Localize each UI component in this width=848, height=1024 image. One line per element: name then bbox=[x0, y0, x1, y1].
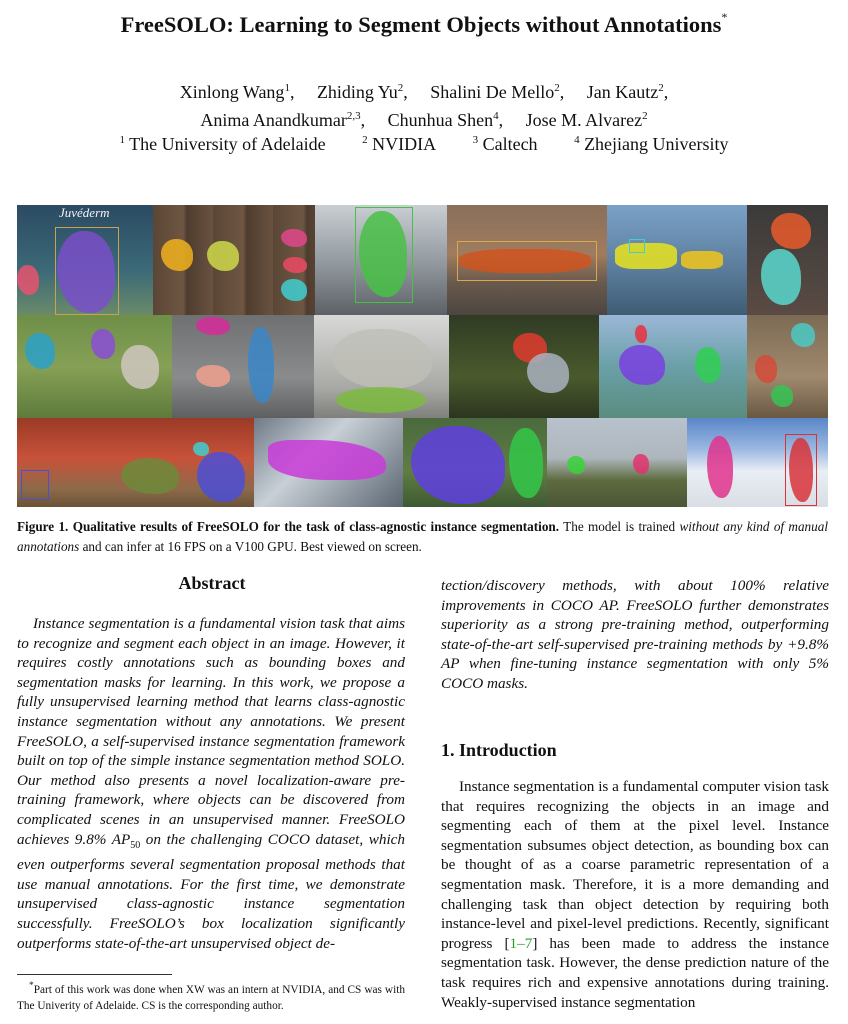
logo-text: Juvéderm bbox=[59, 205, 110, 220]
segmentation-mask bbox=[527, 353, 569, 393]
citation-link[interactable]: 1–7 bbox=[509, 934, 533, 952]
segmentation-mask bbox=[509, 428, 543, 498]
segmentation-mask bbox=[121, 345, 159, 389]
bounding-box bbox=[457, 241, 597, 281]
citation-open: [ bbox=[504, 934, 510, 952]
citation-close: ] bbox=[532, 934, 538, 952]
author bbox=[526, 110, 648, 130]
segmentation-mask bbox=[761, 249, 801, 305]
segmentation-mask bbox=[283, 257, 307, 273]
image-living-room bbox=[17, 418, 254, 507]
segmentation-mask bbox=[771, 213, 811, 249]
caption-text: The model is trained bbox=[559, 519, 680, 534]
segmentation-mask bbox=[197, 452, 245, 502]
author-affil: 1 bbox=[284, 82, 290, 94]
paper-title bbox=[0, 12, 848, 38]
author-affil: 2,3 bbox=[346, 110, 361, 122]
affiliation-name: Zhejiang University bbox=[584, 134, 729, 154]
author-affil: 2 bbox=[642, 110, 648, 122]
author: Shalini De Mello$^2$, bbox=[430, 82, 565, 102]
image-tennis-player bbox=[17, 205, 153, 315]
affiliation-num: 3 bbox=[472, 134, 479, 146]
segmentation-mask bbox=[25, 333, 55, 369]
title-footnote-mark: * bbox=[721, 10, 728, 24]
intro-text: Instance segmentation is a fundamental computer vision task that requires recognizing the objects in an image and segmenting each of them at the pixel level. Instance segmentation subsumes object detection, as bounding box can be thought of as a coarse parametric representation of a segmentation mask. Therefore, it is a more demanding and challenging task than object detection by requiring both instance-level and pixel-level predictions. Recently, significant progress bbox=[441, 778, 829, 952]
author-name: Zhiding Yu bbox=[316, 82, 398, 102]
caption-text: and can infer at 16 FPS on a V100 GPU. Best viewed on screen. bbox=[79, 539, 422, 554]
introduction-heading: 1. Introduction bbox=[441, 740, 557, 760]
segmentation-mask bbox=[615, 243, 677, 269]
author-name: Chunhua Shen bbox=[387, 110, 494, 130]
footnote-rule bbox=[17, 974, 172, 975]
segmentation-mask bbox=[196, 317, 230, 335]
abstract-text: on the challenging COCO dataset, which even outperforms several segmentation proposal methods that use manual annotations. For the first time, we demonstrate unsupervised class-agnostic instance segmentation successfully. FreeSOLO’s box localization significantly outperforms state-of-the-art unsupervised object de- bbox=[17, 830, 405, 952]
footnote bbox=[17, 978, 405, 1014]
segmentation-mask bbox=[248, 327, 274, 403]
author-affil: 2 bbox=[397, 82, 404, 94]
image-bird bbox=[747, 205, 828, 315]
segmentation-mask bbox=[161, 239, 193, 271]
bounding-box bbox=[55, 227, 119, 315]
segmentation-mask bbox=[196, 365, 230, 387]
author: Chunhua Shen$^4$, bbox=[387, 110, 504, 130]
segmentation-mask bbox=[411, 426, 505, 504]
image-airplane bbox=[447, 205, 607, 315]
image-animals-grass bbox=[17, 315, 172, 418]
author-name: Shalini De Mello bbox=[430, 82, 555, 102]
image-sheep bbox=[403, 418, 547, 507]
author: Zhiding Yu$^2$, bbox=[316, 82, 408, 102]
image-forest-objects bbox=[449, 315, 599, 418]
figure-1-image-grid bbox=[17, 205, 828, 507]
segmentation-mask bbox=[332, 329, 432, 389]
affiliation bbox=[119, 134, 325, 154]
ap-label: AP bbox=[111, 830, 131, 848]
author: Jan Kautz$^2$, bbox=[586, 82, 669, 102]
author: Xinlong Wang$^1$, bbox=[179, 82, 295, 102]
abstract-continued: tection/discovery methods, with about 100% relative improvements in COCO AP. FreeSOLO further demonstrates superiority as a strong pre-training method, outperforming state-of-the-art self-supervised pre-training methods by +9.8% AP when fine-tuning instance segmentation with only 5% COCO masks. bbox=[441, 577, 829, 692]
author-name: Jan Kautz bbox=[586, 82, 659, 102]
segmentation-mask bbox=[791, 323, 815, 347]
segmentation-mask bbox=[755, 355, 777, 383]
image-skier bbox=[315, 205, 447, 315]
abstract-heading: Abstract bbox=[178, 573, 246, 593]
footnote-text: Part of this work was done when XW was an intern at NVIDIA, and CS was with The Univerity of Adelaide. CS is the corresponding author. bbox=[17, 983, 405, 1012]
segmentation-mask bbox=[681, 251, 723, 269]
author-affil: 2 bbox=[658, 82, 664, 94]
segmentation-mask bbox=[281, 279, 307, 301]
affiliation-list bbox=[0, 134, 848, 155]
affiliation-name: NVIDIA bbox=[372, 134, 437, 154]
affiliation-name: The University of Adelaide bbox=[129, 134, 326, 154]
segmentation-mask bbox=[17, 265, 39, 295]
segmentation-mask bbox=[121, 458, 179, 494]
segmentation-mask bbox=[193, 442, 209, 456]
image-bird-sculpture bbox=[314, 315, 449, 418]
author: Anima Anandkumar$^{2,3}$, bbox=[200, 110, 366, 130]
affiliation bbox=[362, 134, 436, 154]
image-skiers-mountain bbox=[687, 418, 828, 507]
author-name: Jose M. Alvarez bbox=[525, 110, 643, 130]
segmentation-mask bbox=[207, 241, 239, 271]
paper-title-text: FreeSOLO: Learning to Segment Objects without Annotations bbox=[120, 12, 722, 37]
affiliation-num: 1 bbox=[119, 134, 125, 146]
affiliation bbox=[473, 134, 538, 154]
author-name: Xinlong Wang bbox=[179, 82, 285, 102]
author-affil: 4 bbox=[493, 110, 499, 122]
bounding-box bbox=[629, 239, 645, 253]
author-name: Anima Anandkumar bbox=[200, 110, 347, 130]
abstract-text: Instance segmentation is a fundamental vision task that aims to recognize and segment each object in an image. However, it requires costly annotations such as bounding boxes and segmentation masks for learning. In this work, we propose a fully unsupervised learning method that learns class-agnostic instance segmentation without any annotations. We present FreeSOLO, a self-supervised instance segmentation framework built on top of the simple instance segmentation method SOLO. Our method also presents a novel localization-aware pre-training framework, where objects can be discovered from complicated scenes in an unsupervised manner. FreeSOLO achieves 9.8% bbox=[17, 615, 405, 848]
segmentation-mask bbox=[619, 345, 665, 385]
image-street-scene bbox=[172, 315, 314, 418]
segmentation-mask bbox=[707, 436, 733, 498]
image-people-on-water bbox=[599, 315, 747, 418]
caption-emphasis: without any kind of manual annotations bbox=[17, 519, 828, 554]
figure-caption bbox=[17, 517, 828, 557]
image-kitchen-items bbox=[747, 315, 828, 418]
bounding-box bbox=[785, 434, 817, 506]
segmentation-mask bbox=[633, 454, 649, 474]
segmentation-mask bbox=[336, 387, 426, 413]
bounding-box bbox=[21, 470, 49, 500]
segmentation-mask bbox=[771, 385, 793, 407]
segmentation-mask bbox=[695, 347, 721, 383]
segmentation-mask bbox=[268, 440, 386, 480]
author-list bbox=[0, 76, 848, 132]
segmentation-mask bbox=[635, 325, 647, 343]
introduction-body bbox=[441, 777, 829, 1012]
affiliation bbox=[574, 134, 728, 154]
image-fruits-on-wood bbox=[153, 205, 315, 315]
caption-label: Figure 1. Qualitative results of FreeSOLO for the task of class-agnostic instance segmentation. bbox=[17, 519, 560, 534]
abstract-body bbox=[17, 614, 405, 953]
affiliation-name: Caltech bbox=[482, 134, 538, 154]
image-field-landscape bbox=[547, 418, 687, 507]
segmentation-mask bbox=[91, 329, 115, 359]
image-boats bbox=[607, 205, 747, 315]
bounding-box bbox=[355, 207, 413, 303]
author-affil: 2 bbox=[554, 82, 560, 94]
ap-subscript: 50 bbox=[130, 839, 141, 851]
intro-text: has been made to address the instance segmentation task. However, the dense prediction nature of the task requires rich and expensive annotations during training. Weakly-supervised instance segmentation bbox=[441, 934, 829, 1011]
image-fighter-jet bbox=[254, 418, 403, 507]
affiliation-num: 4 bbox=[574, 134, 580, 146]
footnote-mark: * bbox=[29, 981, 34, 991]
segmentation-mask bbox=[567, 456, 585, 474]
affiliation-num: 2 bbox=[362, 134, 368, 146]
segmentation-mask bbox=[281, 229, 307, 247]
